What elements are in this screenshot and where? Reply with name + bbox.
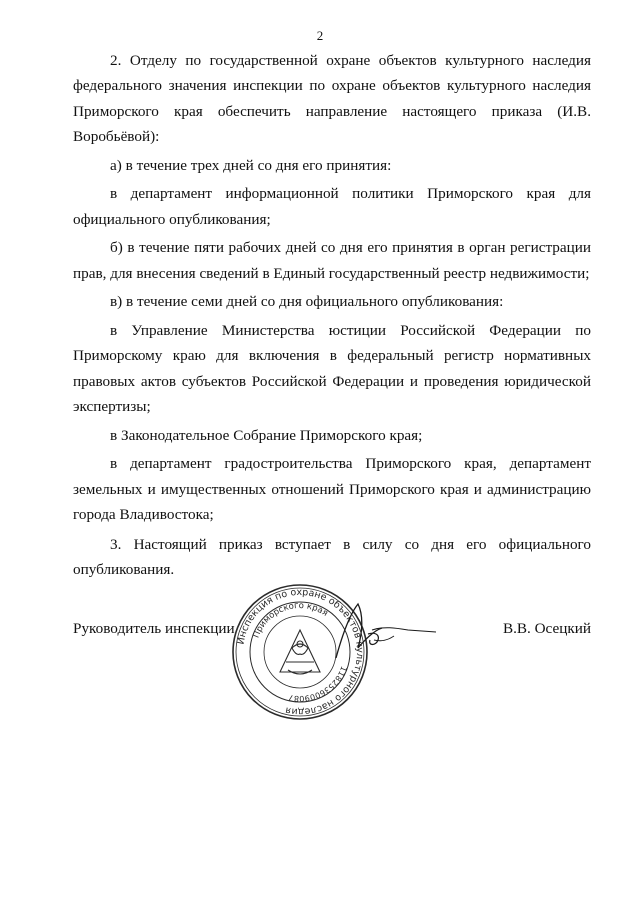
signatory-position: Руководитель инспекции (73, 620, 235, 637)
paragraph-subitem-a: а) в течение трех дней со дня его принятия: (110, 156, 392, 174)
paragraph-subitem-v: в) в течение семи дней со дня официального опубликования: (110, 293, 504, 311)
paragraph-recipient: в Управление Министерства юстиции Российской Федерации по Приморскому краю для включения в федеральный регистр нормативных правовых актов субъектов Российской Федерации и проведения юридической экспертизы; (73, 322, 591, 416)
paragraph-recipient: в Законодательное Собрание Приморского края; (110, 426, 423, 444)
paragraph-recipient: в департамент информационной политики Приморского края для официального опубликования; (73, 185, 591, 228)
handwritten-signature-icon (328, 596, 440, 666)
paragraph-subitem-b: б) в течение пяти рабочих дней со дня его принятия в орган регистрации прав, для внесения сведений в Единый государственный реестр недвижимости; (73, 239, 591, 282)
paragraph-item-2: 2. Отделу по государственной охране объектов культурного наследия федерального значения инспекции по охране объектов культурного наследия Приморского края обеспечить направление настоящего приказа (И.В. Воробьёвой): (73, 52, 591, 146)
seal-outer-text: Инспекция по охране объектов культурного наследия (235, 586, 366, 718)
paragraph-item-3: 3. Настоящий приказ вступает в силу со дня его официального опубликования. (73, 535, 591, 579)
seal-inner-text: Приморского края (251, 600, 330, 640)
signatory-name: В.В. Осецкий (502, 620, 591, 637)
document-body (73, 48, 591, 586)
page-number: 2 (316, 28, 324, 43)
paragraph-recipient: в департамент градостроительства Приморского края, департамент земельных и имущественных отношений Приморского края и администрацию города Владивостока; (73, 455, 591, 524)
seal-number-text: 1182536009087 (287, 664, 349, 704)
